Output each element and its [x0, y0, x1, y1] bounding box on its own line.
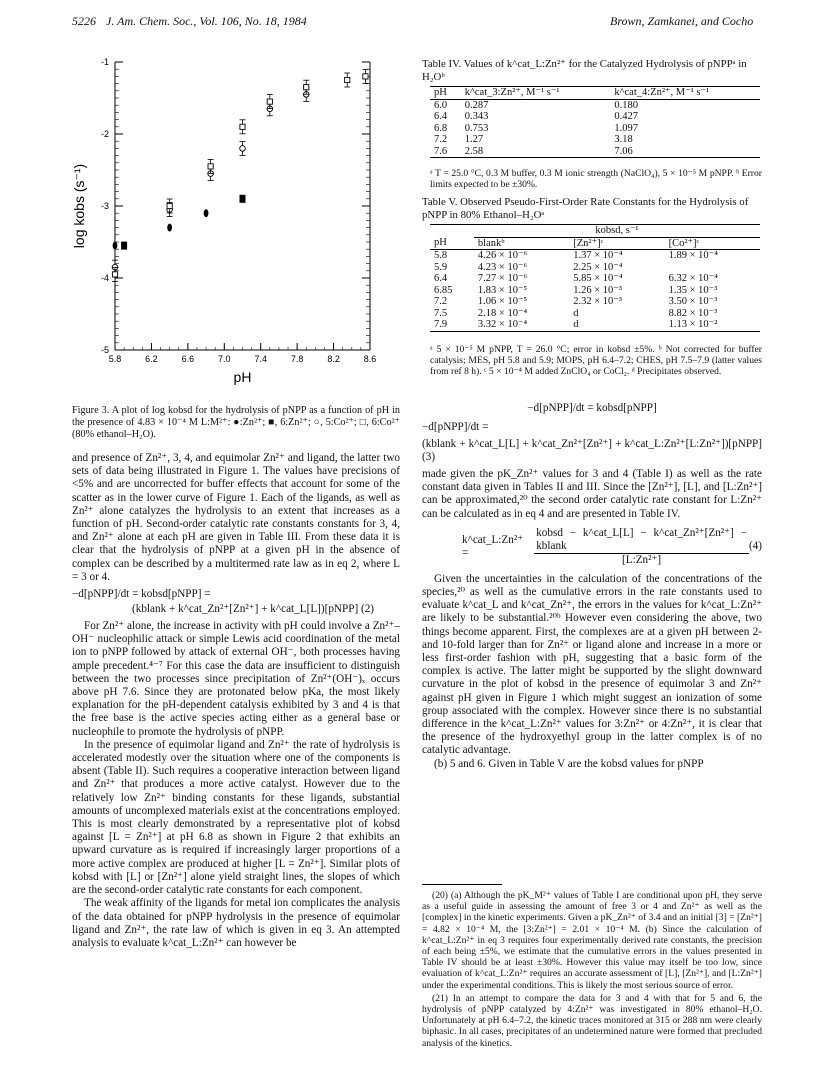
table-5-cell: 8.82 × 10⁻³	[668, 307, 718, 319]
equation-3: (kblank + k^cat_L[L] + k^cat_Zn²⁺[Zn²⁺] + k^cat_L:Zn²⁺[L:Zn²⁺])[pNPP] (3)	[422, 438, 762, 463]
right-paragraph-1: made given the pK_Zn²⁺ values for 3 and 4 (Table I) as well as the rate constant data given in Tables II and III. Since the [Zn²⁺], [L], and [L:Zn²⁺] can be approximated,²⁰ the second order catalytic rate constant for L:Zn²⁺ can be calculated as in eq 4 and are presented in Table IV.	[422, 468, 762, 520]
right-column	[422, 400, 762, 771]
table-5-cell: 3.32 × 10⁻⁴	[477, 319, 528, 330]
figure-3-chart	[70, 50, 410, 395]
table-5-header-zn: [Zn²⁺]ᶜ	[573, 237, 604, 249]
table-4-header-4zn: k^cat_4:Zn²⁺, M⁻¹ s⁻¹	[614, 87, 710, 98]
y-tick-label: -4	[100, 273, 109, 283]
table-5-cell: 1.06 × 10⁻⁵	[477, 296, 528, 307]
table-5-cell: 1.37 × 10⁻⁴	[573, 250, 623, 261]
table-5-cell: 1.83 × 10⁻⁵	[477, 284, 528, 296]
y-tick-label: -5	[100, 345, 109, 355]
equation-2-line-1: −d[pNPP]/dt = kobsd[pNPP] =	[72, 588, 211, 601]
table-5	[430, 224, 760, 332]
author-header: Brown, Zamkanei, and Cocho	[610, 14, 754, 28]
x-tick-label: 6.2	[145, 354, 158, 364]
table-4-cell: 1.27	[464, 134, 484, 145]
table-5-cell: 7.5	[434, 307, 448, 319]
data-point-filled-square	[240, 195, 246, 203]
table-5-cell	[665, 262, 760, 274]
table-4-cell: 6.4	[434, 111, 448, 122]
data-point-open-circle	[240, 146, 246, 152]
table-4	[430, 86, 760, 158]
table-5-cell: 7.2	[434, 296, 448, 307]
table-5-cell: 2.32 × 10⁻³	[573, 296, 623, 307]
table-5-cell: 6.4	[434, 273, 448, 284]
data-point-open-square	[112, 272, 117, 277]
equation-2-line-2: (kblank + k^cat_Zn²⁺[Zn²⁺] + k^cat_L[L])[pNPP] (2)	[132, 603, 375, 616]
left-paragraph-2: For Zn²⁺ alone, the increase in activity with pH could involve a Zn²⁺–OH⁻ nucleophilic attack or simple Lewis acid coordination of the metal ion to pNPP followed by attack of external OH⁻, both processes having ample precedent.⁴⁻⁷ For this case the data are insufficient to distinguish between the two processes since precipitation of Zn²⁺(OH⁻)ₓ occurs above pH 7.6. Since they are protonated below pKa, the most likely explanation for the pH-dependent catalysis exhibited by 3 and 4 is that the free base is the active species acting either as a general base or nucleophile to promote the hydrolysis of pNPP.	[72, 620, 400, 738]
table-4-header-3zn: k^cat_3:Zn²⁺, M⁻¹ s⁻¹	[464, 87, 560, 98]
data-point-open-square	[167, 203, 172, 208]
table-4-cell: 6.0	[434, 99, 448, 111]
table-5-cell: 5.9	[434, 261, 448, 273]
left-paragraph-1: and presence of Zn²⁺, 3, 4, and equimolar Zn²⁺ and ligand, the latter two sets of data being illustrated in Figure 1. The values have precisions of <5% and are uncorrected for buffer effects that account for some of the scatter as in the lower curve of Figure 1. Each of the ligands, as well as Zn²⁺ alone catalyzes the hydrolysis to an extent that increases as a function of pH. Second-order catalytic rate constants constants for 3, 4, and Zn²⁺ alone at each pH are given in Table III. From these data it is clear that the hydrolysis of pNPP at a given pH in the absence of complex can be described by a multitermed rate law as in eq 2, where L = 3 or 4.	[72, 452, 400, 583]
table-5-row	[430, 250, 760, 262]
table-5-title: Table V. Observed Pseudo-First-Order Rate Constants for the Hydrolysis of pNPP in 80% Ethanol–H₂Oᵃ	[422, 196, 749, 221]
x-tick-label: 6.6	[181, 354, 195, 364]
data-point-filled-circle	[167, 224, 172, 232]
table-4-cell: 7.06	[614, 145, 633, 157]
left-paragraph-3: In the presence of equimolar ligand and Zn²⁺ the rate of hydrolysis is accelerated modestly over the situation where one of the components is absent (Table II). Such requires a cooperative interaction between ligand and Zn²⁺ that produces a more active catalyst. However due to the relatively low Zn²⁺ binding constants for these ligands, substantial amounts of uncomplexed materials exist at the concentrations employed. This is most clearly demonstrated by a representative plot of kobsd against [L = Zn²⁺] at pH 6.8 as shown in Figure 2 that exhibits an upward curvature as is required if increasingly larger proportions of a more active complex are produced at higher [L = Zn²⁺]. Similar plots of kobsd with [L] or [Zn²⁺] alone yield straight lines, the slopes of which are the second-order catalytic rate constants for each component.	[72, 738, 400, 897]
table-5-row	[430, 285, 760, 297]
table-4-footnote: ᵃ T = 25.0 °C, 0.3 M buffer, 0.3 M ionic strength (NaClO₄), 5 × 10⁻⁵ M pNPP. ᵇ Error limits expected to be ±30%.	[430, 168, 762, 191]
table-5-row	[430, 319, 760, 331]
data-point-filled-circle	[204, 209, 209, 217]
y-tick-label: -2	[100, 129, 109, 139]
x-tick-label: 7.4	[254, 354, 267, 364]
table-5-group-header: kobsd, s⁻¹	[474, 225, 760, 238]
footnote-rule	[422, 884, 502, 885]
table-5-cell: 5.8	[434, 250, 448, 261]
table-5-header-co: [Co²⁺]ᶜ	[668, 237, 700, 249]
table-5-cell: 1.26 × 10⁻³	[573, 284, 623, 296]
page-number: 5226	[72, 14, 96, 28]
table-5-cell: 4.26 × 10⁻⁶	[477, 250, 528, 261]
figure-caption: Figure 3. A plot of log kobsd for the hydrolysis of pNPP as a function of pH in the presence of 4.83 × 10⁻⁴ M L:M²⁺: ●:Zn²⁺; ■, 6:Zn²⁺; ○, 5:Co²⁺; □, 6:Co²⁺ (80% ethanol–H₂O).	[72, 405, 400, 440]
data-point-open-square	[240, 124, 245, 129]
equation-4-denominator: [L:Zn²⁺]	[622, 553, 662, 566]
x-tick-label: 7.0	[218, 354, 231, 364]
table-5-header-blank: blankᵇ	[477, 237, 505, 249]
table-5-cell: 1.35 × 10⁻³	[668, 284, 718, 296]
table-4-title: Table IV. Values of k^cat_L:Zn²⁺ for the Catalyzed Hydrolysis of pNPPᵃ in H₂Oᵇ	[422, 58, 747, 83]
data-point-filled-square	[121, 242, 127, 250]
table-4-cell: 2.58	[464, 145, 484, 157]
data-point-open-square	[345, 77, 350, 82]
x-tick-label: 8.2	[327, 354, 340, 364]
equation-4	[462, 527, 762, 567]
footnote-20: (20) (a) Although the pK_M²⁺ values of Table I are conditional upon pH, they serve as a useful guide in assessing the amount of free 3 or 4 and Zn²⁺ as well as the [complex] in the kinetic experiments. Given a pK_Zn²⁺ of 3.4 and an initial [3] = [Zn²⁺] = 4.82 × 10⁻⁴ M, the [3:Zn²⁺] = 2.01 × 10⁻⁴ M. (b) Since the calculation of k^cat_L:Zn²⁺ in eq 3 requires four experimentally derived rate constants, the precision of each being ±5%, we estimate that the cumulative errors in the values presented in Table IV should be at least ±30%. However this value may itself be too low, since evaluation of k^cat_L:Zn²⁺ requires an accurate assessment of [L], [Zn²⁺], and [L:Zn²⁺] under the experimental conditions. This is likely the most serious source of error.	[422, 890, 762, 991]
table-4-cell: 3.18	[614, 134, 633, 145]
footnotes	[422, 890, 762, 1049]
table-5-row	[430, 296, 760, 308]
table-5-cell: d	[573, 319, 579, 330]
x-tick-label: 5.8	[108, 354, 122, 364]
data-point-open-square	[304, 85, 309, 90]
table-5-cell: 2.25 × 10⁻⁴	[573, 261, 623, 273]
table-4-row	[430, 134, 760, 146]
table-5-cell: d	[573, 307, 579, 319]
table-4-cell: 6.8	[434, 122, 448, 134]
table-4-row	[430, 99, 760, 111]
data-point-open-square	[363, 74, 368, 79]
left-column	[72, 452, 400, 950]
equation-4-number: (4)	[748, 540, 762, 553]
table-5-cell: 7.9	[434, 319, 448, 330]
table-4-cell: 0.753	[464, 122, 489, 134]
table-5-footnote: ᵃ 5 × 10⁻⁵ M pNPP, T = 26.0 °C; error in kobsd ±5%. ᵇ Not corrected for buffer catalysis; MES, pH 5.8 and 5.9; MOPS, pH 6.4–7.2; CHES, pH 7.5–7.9 (latter values from ref 8 h). ᶜ 5 × 10⁻⁴ M added ZnClO₄ or CoCl₂. ᵈ Precipitates observed.	[430, 344, 762, 378]
table-4-row	[430, 111, 760, 123]
table-4-row	[430, 146, 760, 158]
journal-citation: J. Am. Chem. Soc., Vol. 106, No. 18, 1984	[106, 14, 307, 28]
table-5-cell: 3.50 × 10⁻³	[668, 296, 718, 307]
equation-a: −d[pNPP]/dt = kobsd[pNPP]	[527, 402, 657, 414]
x-tick-label: 8.6	[363, 354, 377, 364]
data-point-open-square	[208, 164, 213, 169]
table-4-cell: 0.343	[464, 111, 489, 122]
table-5-cell: 2.18 × 10⁻⁴	[477, 307, 528, 319]
x-tick-label: 7.8	[290, 354, 304, 364]
data-point-open-square	[267, 99, 272, 104]
y-tick-label: -1	[100, 57, 109, 67]
data-point-filled-circle	[113, 242, 118, 250]
table-5-cell: 1.13 × 10⁻²	[668, 319, 718, 330]
table-5-row	[430, 273, 760, 285]
table-5-row	[430, 262, 760, 274]
equation-3-top: −d[pNPP]/dt =	[422, 421, 489, 433]
equation-4-numerator: kobsd − k^cat_L[L] − k^cat_Zn²⁺[Zn²⁺] − kblank	[536, 526, 747, 552]
table-4-cell: 0.287	[464, 99, 489, 111]
left-paragraph-4: The weak affinity of the ligands for metal ion complicates the analysis of the data obtained for pNPP hydrolysis in the presence of equimolar ligand and Zn²⁺, the rate law of which is given in eq 3. An attempted analysis to evaluate k^cat_L:Zn²⁺ can however be	[72, 897, 400, 949]
y-tick-label: -3	[100, 201, 109, 211]
equation-4-lhs: k^cat_L:Zn²⁺ =	[462, 533, 524, 559]
footnote-21: (21) In an attempt to compare the data for 3 and 4 with that for 5 and 6, the hydrolysis of pNPP catalyzed by 4:Zn²⁺ was investigated in 80% ethanol–H₂O. Unfortunately at pH 6.4–7.2, the kinetic traces monitored at 315 or 288 nm were clearly biphasic. In all cases, precipitates of an undetermined nature were formed that precluded analysis of the kinetics.	[422, 992, 762, 1049]
x-axis-label: pH	[233, 369, 252, 385]
table-5-cell: 1.89 × 10⁻⁴	[668, 250, 718, 261]
table-5-cell: 5.85 × 10⁻⁴	[573, 273, 623, 284]
y-axis-label: log kobs (s⁻¹)	[71, 163, 87, 249]
right-paragraph-3: (b) 5 and 6. Given in Table V are the kobsd values for pNPP	[434, 757, 704, 770]
table-4-cell: 7.6	[434, 145, 448, 157]
table-5-header-ph: pH	[434, 237, 447, 248]
table-4-cell: 1.097	[614, 122, 638, 134]
table-4-cell: 0.427	[614, 111, 638, 122]
table-5-row	[430, 308, 760, 320]
table-5-cell: 4.23 × 10⁻⁶	[477, 261, 528, 273]
table-5-cell: 6.85	[434, 284, 453, 296]
table-4-cell: 7.2	[434, 134, 448, 145]
equation-4-fraction	[534, 527, 749, 567]
right-paragraph-2: Given the uncertainties in the calculation of the concentrations of the species,²⁰ as well as the cumulative errors in the rate constants used to evaluate k^cat_L and k^cat_Zn²⁺, the errors in the values for k^cat_L:Zn²⁺ are likely to be substantial.²⁰ᵇ However even considering the above, two things become apparent. First, the complexes are at a given pH between 2- and 10-fold larger than for Zn²⁺ or ligand alone and increase in a more or less first-order fashion with pH, suggesting that a basic form of the complex is active. The latter might be supported by the slight downward curvature in the plot of kobsd in the presence of equimolar 3 and Zn²⁺ against pH given in Figure 1 which might suggest an ionization of some group associated with the complex. However since there is no substantial difference in the k^cat_L:Zn²⁺ values for 3:Zn²⁺ or 4:Zn²⁺, it is clear that the presence of the hydroxyethyl group in the latter complex is of no catalytic advantage.	[422, 572, 762, 757]
table-4-row	[430, 123, 760, 135]
table-5-cell: 6.32 × 10⁻⁴	[668, 273, 718, 284]
table-4-header-ph: pH	[434, 87, 447, 98]
table-4-cell: 0.180	[614, 99, 638, 111]
table-5-cell: 7.27 × 10⁻⁶	[477, 273, 528, 284]
